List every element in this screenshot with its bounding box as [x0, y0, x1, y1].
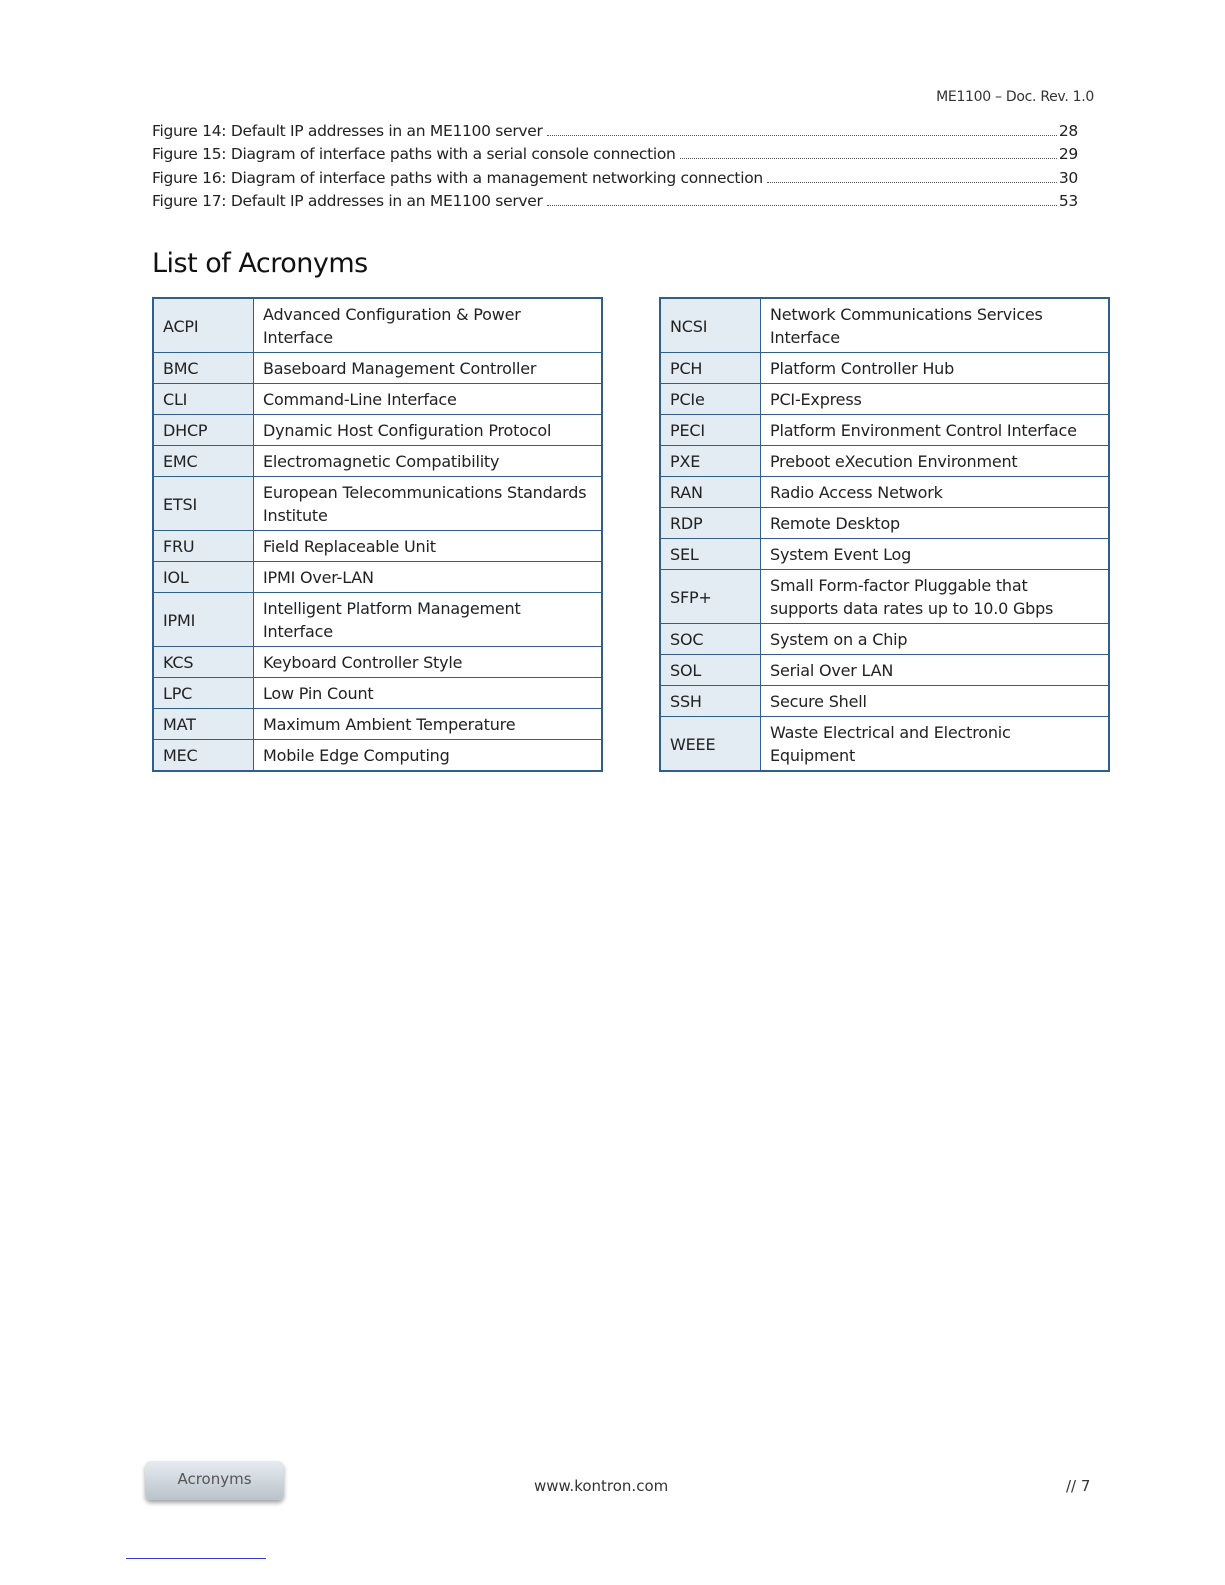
acronym-row — [660, 686, 1109, 717]
acronym: SEL — [660, 539, 761, 570]
acronym-row — [153, 384, 602, 415]
acronym-definition: Network Communications Services Interface — [761, 298, 1110, 353]
toc-entry[interactable] — [152, 122, 1078, 145]
dot-leader — [767, 182, 1057, 183]
acronym-row — [660, 298, 1109, 353]
acronym: PECI — [660, 415, 761, 446]
acronym-definition: Serial Over LAN — [761, 655, 1110, 686]
acronym-definition: Dynamic Host Configuration Protocol — [254, 415, 603, 446]
dot-leader — [547, 205, 1057, 206]
acronym-definition: Field Replaceable Unit — [254, 531, 603, 562]
toc-entry[interactable] — [152, 169, 1078, 192]
acronym-row — [153, 477, 602, 531]
acronym: MEC — [153, 740, 254, 772]
acronym: ACPI — [153, 298, 254, 353]
acronym: KCS — [153, 647, 254, 678]
acronym-definition: Preboot eXecution Environment — [761, 446, 1110, 477]
acronym-row — [153, 353, 602, 384]
acronym: WEEE — [660, 717, 761, 772]
acronyms-table-left — [152, 297, 603, 772]
acronym-row — [153, 740, 602, 772]
acronym: PCH — [660, 353, 761, 384]
footnote-separator — [126, 1558, 266, 1559]
acronym-row — [660, 539, 1109, 570]
acronym: CLI — [153, 384, 254, 415]
table-of-figures — [152, 122, 1078, 215]
acronym: PCIe — [660, 384, 761, 415]
acronym: SOL — [660, 655, 761, 686]
acronym: MAT — [153, 709, 254, 740]
footer-url[interactable]: www.kontron.com — [534, 1477, 669, 1495]
toc-entry-page: 53 — [1058, 191, 1078, 210]
acronym-row — [153, 446, 602, 477]
toc-entry-text: Figure 16: Diagram of interface paths with a management networking connection — [152, 168, 763, 187]
acronym-row — [153, 562, 602, 593]
acronym: LPC — [153, 678, 254, 709]
dot-leader — [680, 158, 1057, 159]
dot-leader — [547, 135, 1057, 136]
acronym-row — [660, 353, 1109, 384]
acronym-definition: Mobile Edge Computing — [254, 740, 603, 772]
acronym: SOC — [660, 624, 761, 655]
acronym-row — [660, 415, 1109, 446]
acronym: IPMI — [153, 593, 254, 647]
acronym-definition: European Telecommunications Standards Institute — [254, 477, 603, 531]
acronym-definition: Remote Desktop — [761, 508, 1110, 539]
acronym: BMC — [153, 353, 254, 384]
acronym-definition: Baseboard Management Controller — [254, 353, 603, 384]
acronym-row — [660, 717, 1109, 772]
acronym-definition: Advanced Configuration & Power Interface — [254, 298, 603, 353]
acronym-row — [660, 477, 1109, 508]
acronym: RDP — [660, 508, 761, 539]
section-title: List of Acronyms — [152, 248, 368, 279]
acronym-row — [153, 531, 602, 562]
acronym-definition: Intelligent Platform Management Interface — [254, 593, 603, 647]
toc-entry-page: 29 — [1058, 145, 1078, 164]
acronym: RAN — [660, 477, 761, 508]
acronym-definition: Maximum Ambient Temperature — [254, 709, 603, 740]
acronym: NCSI — [660, 298, 761, 353]
acronym: ETSI — [153, 477, 254, 531]
acronym-definition: IPMI Over-LAN — [254, 562, 603, 593]
toc-entry[interactable] — [152, 145, 1078, 168]
toc-entry-page: 30 — [1058, 168, 1078, 187]
acronym-definition: Electromagnetic Compatibility — [254, 446, 603, 477]
acronym-definition: Low Pin Count — [254, 678, 603, 709]
toc-entry-text: Figure 15: Diagram of interface paths with a serial console connection — [152, 145, 676, 164]
acronym-definition: Small Form-factor Pluggable that supports data rates up to 10.0 Gbps — [761, 570, 1110, 624]
acronym: DHCP — [153, 415, 254, 446]
acronym: IOL — [153, 562, 254, 593]
acronym: FRU — [153, 531, 254, 562]
acronym-row — [660, 384, 1109, 415]
acronym-definition: Command-Line Interface — [254, 384, 603, 415]
acronym-row — [153, 678, 602, 709]
toc-entry-page: 28 — [1058, 122, 1078, 140]
section-tab[interactable]: Acronyms — [145, 1461, 284, 1500]
acronym-definition: Secure Shell — [761, 686, 1110, 717]
toc-entry[interactable] — [152, 192, 1078, 215]
page-number: // 7 — [1066, 1477, 1091, 1495]
acronym-definition: Platform Environment Control Interface — [761, 415, 1110, 446]
acronym: SFP+ — [660, 570, 761, 624]
acronym: EMC — [153, 446, 254, 477]
acronym-row — [660, 446, 1109, 477]
toc-entry-text: Figure 17: Default IP addresses in an ME1100 server — [152, 191, 543, 210]
acronym-definition: Platform Controller Hub — [761, 353, 1110, 384]
acronym-row — [660, 508, 1109, 539]
acronym: SSH — [660, 686, 761, 717]
acronym-row — [660, 655, 1109, 686]
acronym-definition: System on a Chip — [761, 624, 1110, 655]
acronym-row — [153, 647, 602, 678]
document-header: ME1100 – Doc. Rev. 1.0 — [936, 89, 1094, 105]
acronym-row — [660, 570, 1109, 624]
acronym-row — [660, 624, 1109, 655]
acronym-definition: Keyboard Controller Style — [254, 647, 603, 678]
acronym-definition: System Event Log — [761, 539, 1110, 570]
acronym: PXE — [660, 446, 761, 477]
acronym-row — [153, 298, 602, 353]
acronym-row — [153, 415, 602, 446]
acronym-definition: Waste Electrical and Electronic Equipment — [761, 717, 1110, 772]
acronym-row — [153, 709, 602, 740]
toc-entry-text: Figure 14: Default IP addresses in an ME1100 server — [152, 122, 543, 140]
acronym-definition: PCI-Express — [761, 384, 1110, 415]
acronym-definition: Radio Access Network — [761, 477, 1110, 508]
acronym-row — [153, 593, 602, 647]
acronyms-table-right — [659, 297, 1110, 772]
